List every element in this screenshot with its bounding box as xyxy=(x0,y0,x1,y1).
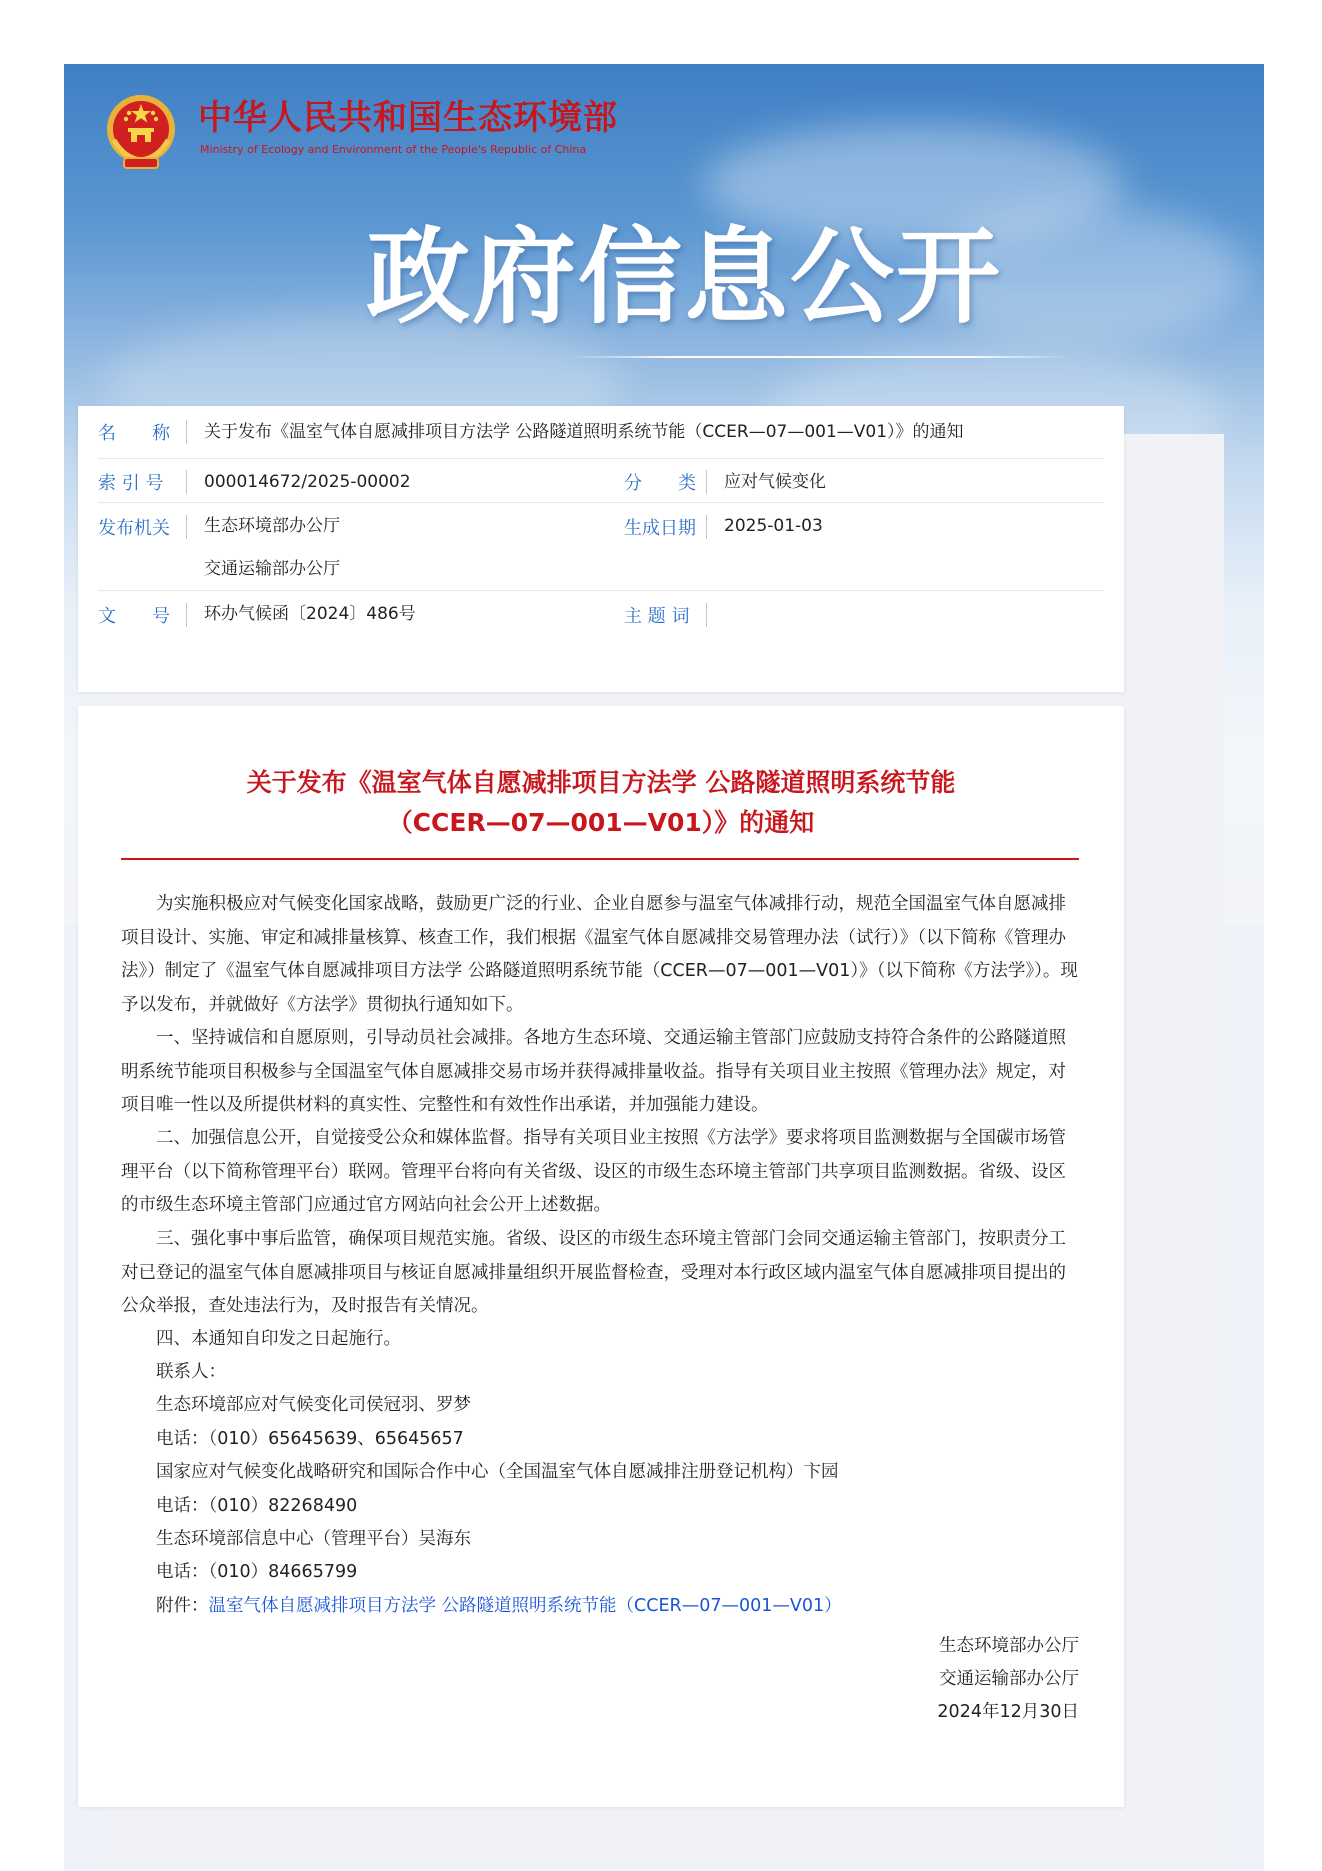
contact-heading: 联系人： xyxy=(156,1362,226,1382)
signature-1: 生态环境部办公厅 xyxy=(939,1636,1079,1656)
meta-separator xyxy=(186,420,187,444)
meta-row-index xyxy=(98,458,1104,503)
meta-label-date: 生成日期 xyxy=(624,518,696,539)
signature-date: 2024年12月30日 xyxy=(937,1702,1079,1722)
meta-value-index: 000014672/2025-00002 xyxy=(204,472,411,492)
meta-row-docno xyxy=(98,590,1104,642)
meta-label-index: 索 引 号 xyxy=(98,473,164,494)
phone-1: 电话：（010）65645639、65645657 xyxy=(156,1429,464,1449)
title-divider xyxy=(121,858,1079,860)
meta-label-category: 分 类 xyxy=(624,473,696,494)
attachment-line xyxy=(156,1591,842,1621)
meta-separator xyxy=(186,603,187,627)
national-emblem-icon xyxy=(104,92,178,172)
meta-label-keywords: 主 题 词 xyxy=(624,606,690,627)
meta-separator xyxy=(706,515,707,539)
meta-label-docno: 文 号 xyxy=(98,606,170,627)
attachment-link[interactable]: 温室气体自愿减排项目方法学 公路隧道照明系统节能（CCER—07—001—V01） xyxy=(208,1596,842,1616)
meta-row-issuer xyxy=(98,502,1104,591)
meta-value-issuer-1: 生态环境部办公厅 xyxy=(204,516,340,536)
contact-2: 国家应对气候变化战略研究和国际合作中心（全国温室气体自愿减排注册登记机构）卞园 xyxy=(156,1462,839,1482)
paragraph-intro: 为实施积极应对气候变化国家战略，鼓励更广泛的行业、企业自愿参与温室气体减排行动，规范全国温室气体自愿减排项目设计、实施、审定和减排量核算、核查工作，我们根据《温室气体自愿减排交易管理办法（试行）》（以下简称《管理办法》）制定了《温室气体自愿减排项目方法学 公路隧道照明系统节能（CCER—07—001—V01）》（以下简称《方法学》）。现予以发布，并就做好《方法学》贯彻执行通知如下。 xyxy=(121,894,1078,1015)
meta-separator xyxy=(186,470,187,494)
meta-value-docno: 环办气候函〔2024〕486号 xyxy=(204,604,416,624)
meta-label-name: 名 称 xyxy=(98,423,170,444)
paragraph-2: 二、加强信息公开，自觉接受公众和媒体监督。指导有关项目业主按照《方法学》要求将项目监测数据与全国碳市场管理平台（以下简称管理平台）联网。管理平台将向有关省级、设区的市级生态环境主管部门共享项目监测数据。省级、设区的市级生态环境主管部门应通过官方网站向社会公开上述数据。 xyxy=(121,1128,1066,1215)
banner-title: 政府信息公开 xyxy=(365,216,1002,338)
attachment-label: 附件： xyxy=(156,1596,209,1616)
meta-separator xyxy=(706,470,707,494)
signature-2: 交通运输部办公厅 xyxy=(939,1669,1079,1689)
ministry-name-en: Ministry of Ecology and Environment of the People's Republic of China xyxy=(200,143,587,156)
meta-separator xyxy=(706,603,707,627)
paragraph-3: 三、强化事中事后监管，确保项目规范实施。省级、设区的市级生态环境主管部门会同交通运输主管部门，按职责分工对已登记的温室气体自愿减排项目与核证自愿减排量组织开展监督检查，受理对本行政区域内温室气体自愿减排项目提出的公众举报，查处违法行为，及时报告有关情况。 xyxy=(121,1229,1066,1316)
contact-3: 生态环境部信息中心（管理平台）吴海东 xyxy=(156,1529,471,1549)
article-title-line-1: 关于发布《温室气体自愿减排项目方法学 公路隧道照明系统节能 xyxy=(246,768,956,797)
contact-1: 生态环境部应对气候变化司侯冠羽、罗梦 xyxy=(156,1395,471,1415)
paragraph-1: 一、坚持诚信和自愿原则，引导动员社会减排。各地方生态环境、交通运输主管部门应鼓励支持符合条件的公路隧道照明系统节能项目积极参与全国温室气体自愿减排交易市场并获得减排量收益。指导有关项目业主按照《管理办法》规定，对项目唯一性以及所提供材料的真实性、完整性和有效性作出承诺，并加强能力建设。 xyxy=(121,1028,1066,1115)
phone-3: 电话：（010）84665799 xyxy=(156,1562,358,1582)
meta-value-category: 应对气候变化 xyxy=(724,472,826,492)
meta-value-date: 2025-01-03 xyxy=(724,516,823,536)
ministry-name-cn: 中华人民共和国生态环境部 xyxy=(198,98,618,138)
banner-divider xyxy=(569,356,1069,358)
meta-value-name: 关于发布《温室气体自愿减排项目方法学 公路隧道照明系统节能（CCER—07—001—V01）》的通知 xyxy=(204,422,964,442)
meta-value-issuer-2: 交通运输部办公厅 xyxy=(204,559,340,579)
paragraph-4: 四、本通知自印发之日起施行。 xyxy=(156,1329,401,1349)
article-body xyxy=(78,706,1124,1807)
meta-row-name xyxy=(98,406,1104,459)
meta-separator xyxy=(186,515,187,539)
metadata-table xyxy=(78,406,1124,692)
phone-2: 电话：（010）82268490 xyxy=(156,1496,358,1516)
meta-label-issuer: 发布机关 xyxy=(98,518,170,539)
article-title-line-2: （CCER—07—001—V01）》的通知 xyxy=(387,808,815,837)
